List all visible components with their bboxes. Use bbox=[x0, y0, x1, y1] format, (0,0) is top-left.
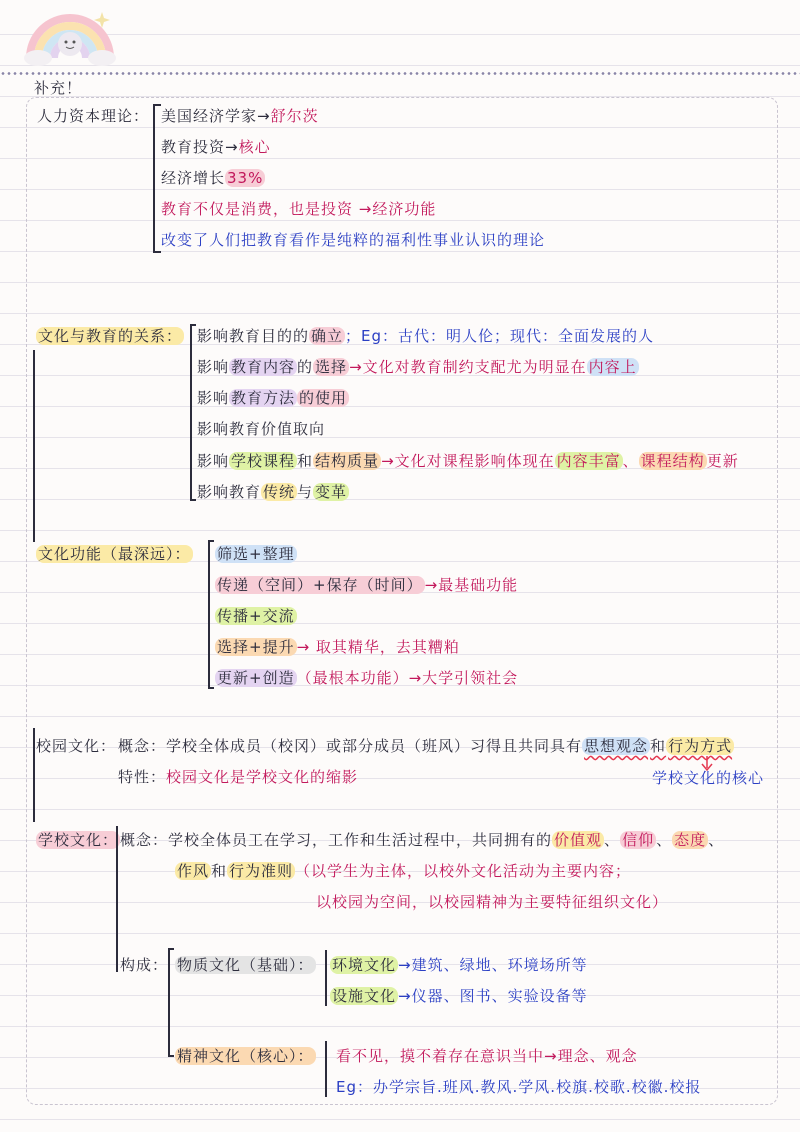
s2-row1: 影响教育目的的 确立 ；Eg：古代：明人伦；现代：全面发展的人 bbox=[197, 327, 655, 345]
s5-sp2: Eg：办学宗旨.班风.教风.学风.校旗.校歌.校徽.校报 bbox=[336, 1078, 702, 1096]
s5-m2: 设施文化 →仪器、图书、实验设备等 bbox=[332, 987, 588, 1005]
s4-concept: 概念：学校全体成员（校冈）或部分成员（班风）习得且共同具有 思想观念 和 行为方式 bbox=[118, 737, 733, 755]
s5-concept-line2: 作风 和 行为准则 （以学生为主体，以校外文化活动为主要内容； bbox=[177, 862, 632, 880]
s3-row4: 选择+提升 → 取其精华，去其糟粕 bbox=[217, 638, 460, 656]
s5-label: 学校文化： bbox=[38, 831, 119, 849]
s1-row5: 改变了人们把教育看作是纯粹的福利性事业认识的理论 bbox=[161, 231, 546, 249]
s4-bracket bbox=[33, 728, 35, 822]
s5-m1: 环境文化 →建筑、绿地、环境场所等 bbox=[332, 956, 588, 974]
s3-row5: 更新+创造 （最根本功能）→大学引领社会 bbox=[217, 669, 519, 687]
s5-material: 物质文化（基础）： bbox=[177, 956, 314, 974]
s4-trait: 特性：校园文化是学校文化的缩影 bbox=[118, 768, 359, 786]
s5-comp-label: 构成： bbox=[120, 956, 169, 974]
s2-row4: 影响教育价值取向 bbox=[197, 420, 326, 438]
s3-row3: 传播+交流 bbox=[217, 607, 295, 625]
s4-label: 校园文化： bbox=[36, 737, 117, 755]
s1-row2: 教育投资→核心 bbox=[161, 138, 271, 156]
s2-label: 文化与教育的关系： bbox=[38, 327, 183, 345]
rainbow-icon bbox=[20, 6, 120, 68]
s5-sp1: 看不见，摸不着存在意识当中→理念、观念 bbox=[336, 1047, 638, 1065]
s5-spiritual-bracket bbox=[325, 1041, 327, 1097]
s4-note: 学校文化的核心 bbox=[652, 769, 765, 787]
s5-material-bracket bbox=[325, 950, 327, 1006]
s2-row5: 影响 学校课程 和 结构质量 →文化对课程影响体现在 内容丰富 、 课程结构 更新 bbox=[197, 452, 739, 470]
s2-row6: 影响教育 传统 与 变革 bbox=[197, 483, 348, 501]
s2-row3: 影响 教育方法 的使用 bbox=[197, 389, 348, 407]
s3-bracket bbox=[208, 540, 210, 688]
s5-comp-bracket bbox=[168, 948, 170, 1056]
s1-row1: 美国经济学家→舒尔茨 bbox=[161, 107, 319, 125]
s2-bracket bbox=[190, 324, 192, 500]
s1-row4: 教育不仅是消费，也是投资 →经济功能 bbox=[161, 200, 437, 218]
s3-row2: 传递（空间）+保存（时间） →最基础功能 bbox=[217, 576, 519, 594]
s5-concept-line1: 概念：学校全体员工在学习，工作和生活过程中，共同拥有的 价值观 、 信仰 、 态度 、 bbox=[120, 831, 725, 849]
dotted-divider bbox=[0, 72, 800, 75]
s5-concept-line3: 以校园为空间，以校园精神为主要特征组织文化） bbox=[316, 893, 669, 911]
s2-main-bracket bbox=[33, 350, 35, 542]
page-title: 补充！ bbox=[34, 79, 83, 97]
s1-row3: 经济增长 33% bbox=[161, 169, 264, 187]
s5-bracket bbox=[116, 826, 118, 972]
s1-bracket bbox=[153, 104, 155, 252]
s5-spiritual: 精神文化（核心）： bbox=[177, 1047, 314, 1065]
s3-row1: 筛选+整理 bbox=[217, 545, 295, 563]
s3-label: 文化功能（最深远）： bbox=[38, 545, 191, 563]
s2-row2: 影响 教育内容 的 选择 →文化对教育制约支配尤为明显在 内容上 bbox=[197, 358, 637, 376]
s1-label: 人力资本理论： bbox=[37, 107, 150, 125]
